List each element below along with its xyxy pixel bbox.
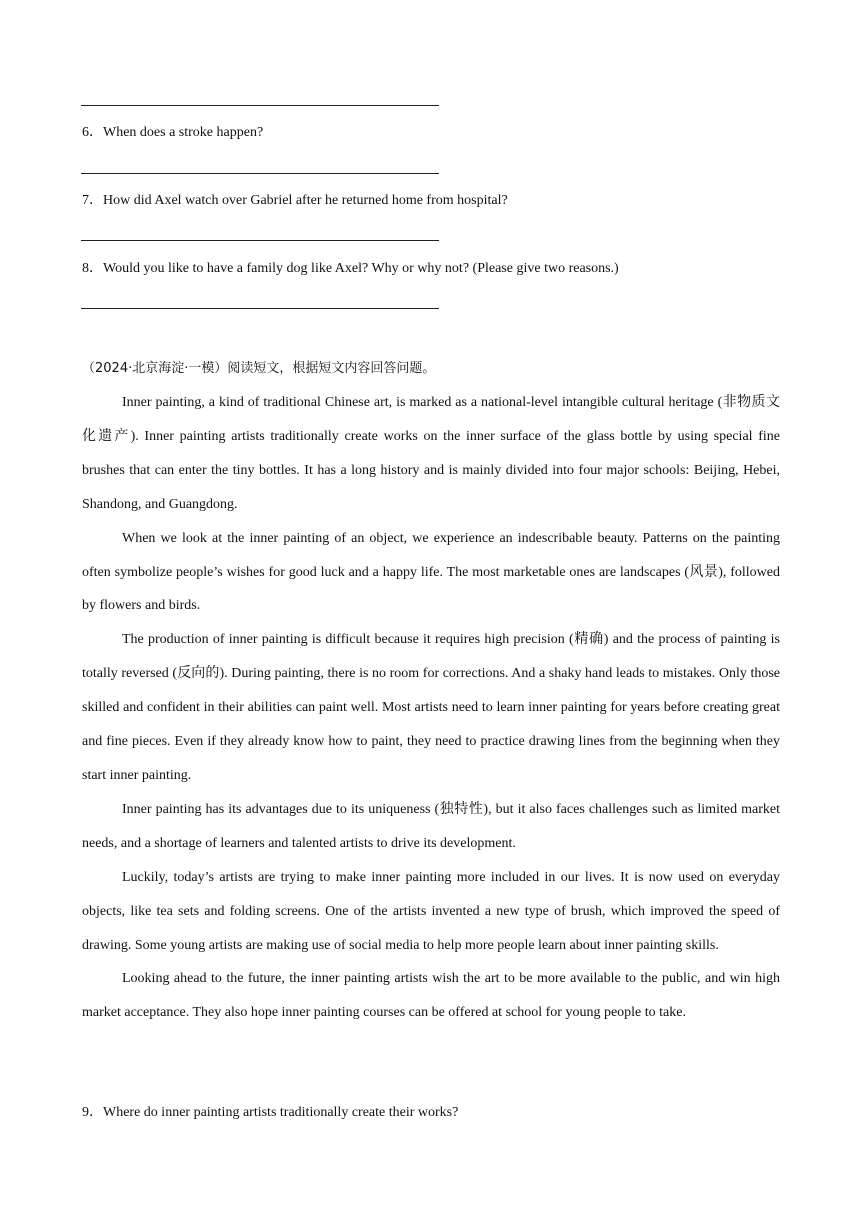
reading-passage (82, 386, 780, 1030)
question-6: 6．When does a stroke happen? (82, 125, 264, 140)
question-8: 8．Would you like to have a family dog like Axel? Why or why not? (Please give two reasons.) (82, 261, 619, 276)
passage-paragraph: When we look at the inner painting of an object, we experience an indescribable beauty. Patterns on the painting often symbolize people’s wishes for good luck and a happy life. The most marketable ones are landscapes (风景), followed by flowers and birds. (82, 530, 780, 614)
passage-paragraph: Luckily, today’s artists are trying to make inner painting more included in our lives. It is now used on everyday objects, like tea sets and folding screens. One of the artists invented a new type of brush, which improved the speed of drawing. Some young artists are making use of social media to help more people learn about inner painting skills. (82, 869, 780, 953)
passage-paragraph: The production of inner painting is difficult because it requires high precision (精确) and the process of painting is totally reversed (反向的). During painting, there is no room for corrections. And a shaky hand leads to mistakes. Only those skilled and confident in their abilities can paint well. Most artists need to learn inner painting for years before creating great and fine pieces. Even if they already know how to paint, they need to practice drawing lines from the beginning when they start inner painting. (82, 632, 780, 783)
answer-line-7[interactable] (81, 240, 439, 241)
answer-line-5[interactable] (81, 105, 439, 106)
question-7: 7．How did Axel watch over Gabriel after he returned home from hospital? (82, 193, 508, 208)
passage-paragraph: Inner painting has its advantages due to its uniqueness (独特性), but it also faces challenges such as limited market needs, and a shortage of learners and talented artists to drive its development. (82, 801, 780, 851)
passage-paragraph: Inner painting, a kind of traditional Chinese art, is marked as a national-level intangible cultural heritage (非物质文化遗产). Inner painting artists traditionally create works on the inner surface of the glass bottle by using special fine brushes that can enter the tiny bottles. It has a long history and is mainly divided into four major schools: Beijing, Hebei, Shandong, and Guangdong. (82, 395, 780, 512)
passage-paragraph: Looking ahead to the future, the inner painting artists wish the art to be more available to the public, and win high market acceptance. They also hope inner painting courses can be offered at school for young people to take. (82, 971, 780, 1021)
answer-line-6[interactable] (81, 173, 439, 174)
source-line: （2024·北京海淀·一模）阅读短文，根据短文内容回答问题。 (82, 361, 436, 376)
question-9: 9．Where do inner painting artists traditionally create their works? (82, 1105, 459, 1120)
answer-line-8[interactable] (81, 308, 439, 309)
